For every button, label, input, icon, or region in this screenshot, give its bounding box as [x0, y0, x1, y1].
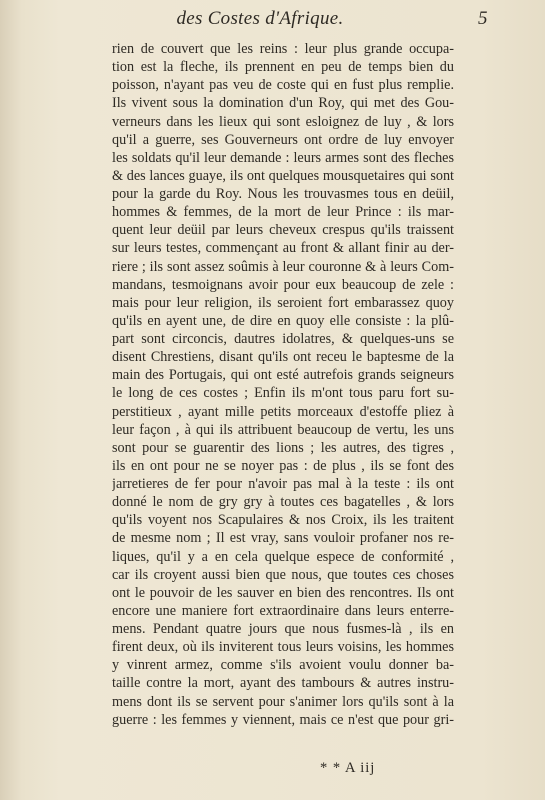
- text-line: mandans, tesmoignans avoir pour eux beaucoup de zele :: [112, 276, 454, 293]
- text-line: qu'il a guerre, ses Gouverneurs ont ordre de luy envoyer: [112, 131, 454, 148]
- text-line: main des Portugais, qui ont esté autrefois grands seigneurs: [112, 367, 454, 384]
- text-line: rien de couvert que les reins : leur plus grande occupa-: [112, 41, 454, 57]
- text-line: riere ; ils sont assez soûmis à leur couronne & à leurs Com-: [112, 258, 454, 275]
- text-line: guerre : les femmes y viennent, mais ce n'est que pour gri-: [112, 711, 454, 728]
- text-line: le long de ces costes ; Enfin ils m'ont tous paru fort su-: [112, 385, 454, 402]
- text-line: leur façon , à qui ils attribuent beaucoup de vertu, les uns: [112, 421, 454, 438]
- text-line: verneurs dans les lieux qui sont esloignez de luy , & lors: [112, 113, 454, 130]
- text-line: poisson, n'ayant pas veu de coste qui en fust plus remplie.: [112, 77, 454, 94]
- text-line: encore une maniere fort extraordinaire dans leurs enterre-: [112, 602, 454, 619]
- text-line: y vinrent armez, comme s'ils avoient voulu donner ba-: [112, 657, 454, 674]
- text-line: car ils croyent aussi bien que nous, que toutes ces choses: [112, 566, 454, 583]
- text-line: perstitieux , ayant mille petits morceaux d'estoffe pliez à: [112, 403, 454, 420]
- text-line: donné le nom de gry gry à toutes ces bagatelles , & lors: [112, 494, 454, 511]
- text-line: quent leur deüil par leurs cheveux crespus qu'ils traissent: [112, 222, 454, 239]
- text-line: mais pour leur religion, ils seroient fort embarassez quoy: [112, 294, 454, 311]
- text-line: & des lances guaye, ils ont quelques mousquetaires qui sont: [112, 167, 454, 184]
- text-line: hommes & femmes, de la mort de leur Prince : ils mar-: [112, 204, 454, 221]
- text-line: disent Chrestiens, disant qu'ils ont receu le baptesme de la: [112, 349, 454, 366]
- body-text: [112, 40, 454, 729]
- text-line: mens. Pendant quatre jours que nous fusmes-là , ils en: [112, 621, 454, 637]
- text-line: part sont circoncis, dautres idolatres, & quelques-uns se: [112, 331, 454, 347]
- running-title: des Costes d'Afrique.: [176, 8, 344, 29]
- text-line: jarretieres de fer pour n'avoir pas mal à la teste : ils ont: [112, 476, 454, 492]
- text-line: pour la garde du Roy. Nous les trouvasmes tous en deüil,: [112, 186, 454, 202]
- text-line: firent deux, où ils inviterent tous leurs voisins, les hommes: [112, 639, 454, 656]
- text-line: Ils vivent sous la domination d'un Roy, qui met des Gou-: [112, 95, 454, 112]
- text-line: ont le pouvoir de les sauver en bien des rencontres. Ils ont: [112, 584, 454, 601]
- text-line: mens dont ils se servent pour s'animer lors qu'ils sont à la: [112, 693, 454, 710]
- page-number: 5: [478, 8, 488, 29]
- text-line: liques, qu'il y a en cela quelque espece de conformité ,: [112, 548, 454, 565]
- text-line: qu'ils voyent nos Scapulaires & nos Croix, ils les traitent: [112, 512, 454, 529]
- text-line: les soldats qu'il leur demande : leurs armes sont des fleches: [112, 149, 454, 166]
- text-line: taille contre la mort, ayant des tambours & autres instru-: [112, 675, 454, 692]
- signature-mark: * * A iij: [320, 760, 376, 776]
- text-line: sur leurs testes, commençant au front & allant finir au der-: [112, 240, 454, 257]
- text-line: de mesme nom ; Il est vray, sans vouloir profaner nos re-: [112, 530, 454, 547]
- text-line: ils en ont pour ne se noyer pas : de plus , ils se font des: [112, 457, 454, 474]
- text-line: qu'ils en ayent une, de dire en quoy elle consiste : la plû-: [112, 312, 454, 329]
- text-line: sont pour se guarentir des lions ; les autres, des tigres ,: [112, 439, 454, 456]
- text-line: tion est la fleche, ils prennent en peu de temps bien du: [112, 59, 454, 76]
